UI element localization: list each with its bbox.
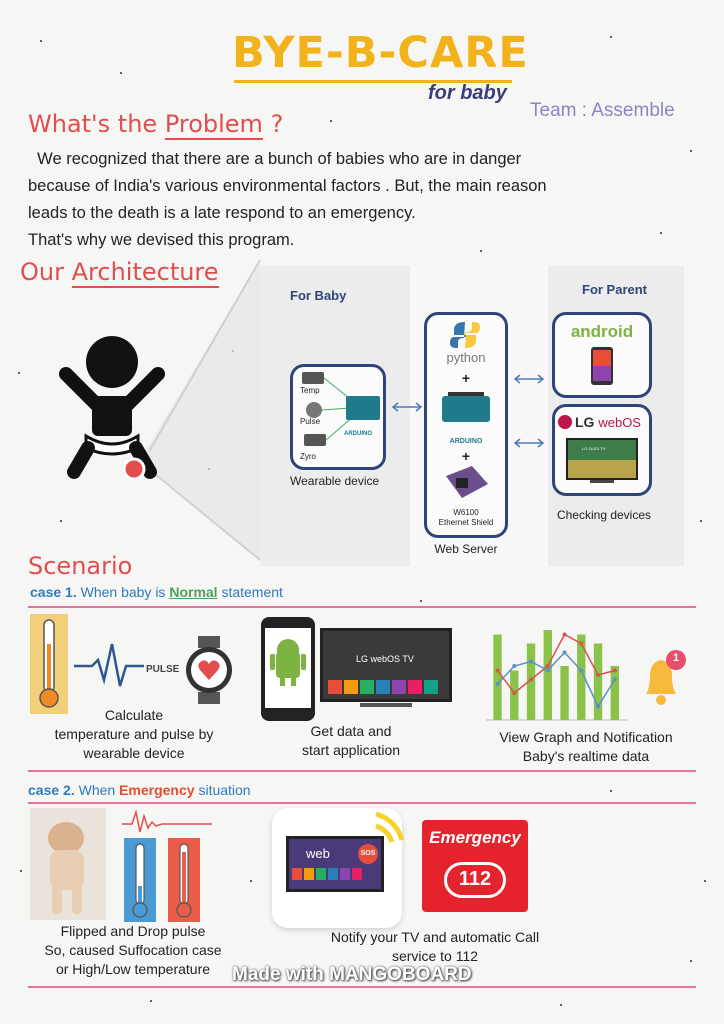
problem-line: because of India's various environmental factors . But, the main reason [28, 177, 547, 195]
chart-point [596, 705, 600, 709]
double-arrow-icon [512, 372, 546, 386]
architecture-heading-main: Architecture [71, 258, 219, 286]
problem-line: That's why we devised this program. [28, 231, 295, 249]
divider [28, 986, 696, 988]
chart-point [496, 682, 500, 686]
chart-point [563, 633, 567, 637]
tv-brand-label: LG webOS TV [356, 654, 414, 664]
sensor-pulse: Pulse [300, 417, 321, 426]
thermometer-icon [128, 842, 152, 920]
for-parent-label: For Parent [582, 282, 648, 297]
arduino-label: ARDUINO [344, 431, 372, 437]
plus-sign: + [461, 448, 471, 464]
tv-brand-label: web [306, 846, 330, 861]
chart-point [579, 642, 583, 646]
chart-bar [594, 644, 602, 721]
chart-point [579, 669, 583, 673]
chart-point [613, 669, 617, 673]
arduino-label: ARDUINO [449, 438, 483, 445]
caption-line: wearable device [83, 745, 185, 761]
thermometer-icon [36, 618, 62, 710]
caption-line: or High/Low temperature [55, 961, 211, 977]
lg-label: LG [575, 414, 595, 430]
architecture-heading-prefix: Our [20, 258, 72, 286]
case2-text-b: situation [194, 782, 251, 798]
case2-caption-2 [310, 928, 560, 966]
case2-title [28, 782, 251, 798]
case2-highlight: Emergency [119, 782, 195, 798]
problem-line: We recognized that there are a bunch of babies who are in danger [28, 150, 522, 168]
case1-caption-3 [482, 728, 690, 766]
chart-bar [544, 630, 552, 720]
lg-tv-icon [320, 628, 452, 710]
call-number: 112 [458, 868, 492, 890]
chart-point [546, 664, 550, 668]
problem-heading [28, 110, 283, 138]
case1-text-b: statement [217, 584, 283, 600]
scenario-heading: Scenario [28, 552, 133, 580]
android-label: android [570, 322, 634, 341]
caption-line: start application [301, 742, 401, 758]
for-baby-label: For Baby [290, 288, 347, 303]
problem-heading-suffix: ? [262, 110, 284, 138]
chart-point [596, 673, 600, 677]
webos-label: webOS [598, 415, 641, 430]
caption-line: temperature and pulse by [54, 726, 214, 742]
team-name: Team : Assemble [530, 100, 675, 121]
sos-tv-icon [284, 810, 408, 894]
caption-line: Calculate [104, 707, 164, 723]
ethernet-label: Ethernet Shield [438, 518, 494, 527]
case2-caption-1 [28, 922, 238, 979]
plus-sign: + [461, 370, 471, 386]
problem-heading-main: Problem [164, 110, 263, 138]
ethernet-shield-icon [442, 466, 490, 502]
caption-line: View Graph and Notification [499, 729, 673, 745]
case1-highlight: Normal [169, 584, 218, 600]
divider [28, 770, 696, 772]
wearable-label: Wearable device [290, 474, 380, 488]
chart-point [529, 678, 533, 682]
chart-point [512, 691, 516, 695]
python-label: python [446, 350, 486, 365]
page-title: BYE-B-CARE [232, 28, 529, 78]
divider [28, 606, 696, 608]
sos-label: SOS [360, 850, 376, 857]
caption-line: So, caused Suffocation case [44, 942, 222, 958]
case1-title [30, 584, 283, 600]
case1-caption-1 [24, 706, 244, 763]
sensor-temp: Temp [300, 386, 320, 395]
web-server-label: Web Server [434, 542, 498, 556]
baby-photo [30, 808, 106, 920]
chart-bar [560, 666, 568, 720]
caption-line: Notify your TV and automatic Call [330, 929, 540, 945]
case1-caption-2 [276, 722, 426, 760]
baby-icon [58, 332, 166, 492]
caption-line: Flipped and Drop pulse [60, 923, 206, 939]
chart-point [563, 651, 567, 655]
notification-count: 1 [672, 652, 680, 664]
phone-icon [590, 346, 614, 386]
caption-line: service to 112 [391, 948, 479, 964]
checking-devices-label: Checking devices [556, 508, 652, 522]
thermometer-icon [172, 842, 196, 920]
case2-prefix: case 2. [28, 782, 75, 798]
page-subtitle: for baby [428, 82, 507, 104]
chart-point [512, 664, 516, 668]
lg-logo-icon [558, 415, 572, 429]
sensor-zyro: Zyro [300, 452, 316, 461]
realtime-chart [484, 616, 630, 724]
caption-line: Get data and [310, 723, 392, 739]
watermark: Made with MANGOBOARD [232, 964, 472, 985]
emergency-label: Emergency [429, 828, 521, 847]
double-arrow-icon [512, 436, 546, 450]
chart-bar [611, 666, 619, 720]
android-phone-icon [260, 616, 316, 722]
problem-text [28, 146, 658, 254]
caption-line: Baby's realtime data [522, 748, 650, 764]
tv-label: LG OLED TV [582, 446, 606, 451]
chart-bar [510, 671, 518, 721]
python-icon [450, 320, 480, 350]
dropping-pulse-icon [122, 808, 212, 834]
double-arrow-icon [390, 400, 424, 414]
chart-point [613, 678, 617, 682]
chart-point [496, 669, 500, 673]
lg-logo-text [558, 414, 641, 430]
divider [28, 802, 696, 804]
case1-text-a: When baby is [76, 584, 170, 600]
pulse-label: PULSE [146, 664, 180, 675]
w6100-label: W6100 [453, 508, 479, 517]
arduino-board-icon [442, 392, 490, 426]
chart-point [546, 669, 550, 673]
case1-prefix: case 1. [30, 584, 77, 600]
smartwatch-icon [184, 636, 234, 704]
problem-line: leads to the death is a late respond to an emergency. [28, 204, 416, 222]
problem-heading-prefix: What's the [28, 110, 165, 138]
case2-text-a: When [74, 782, 120, 798]
chart-bar [493, 635, 501, 721]
chart-point [529, 660, 533, 664]
